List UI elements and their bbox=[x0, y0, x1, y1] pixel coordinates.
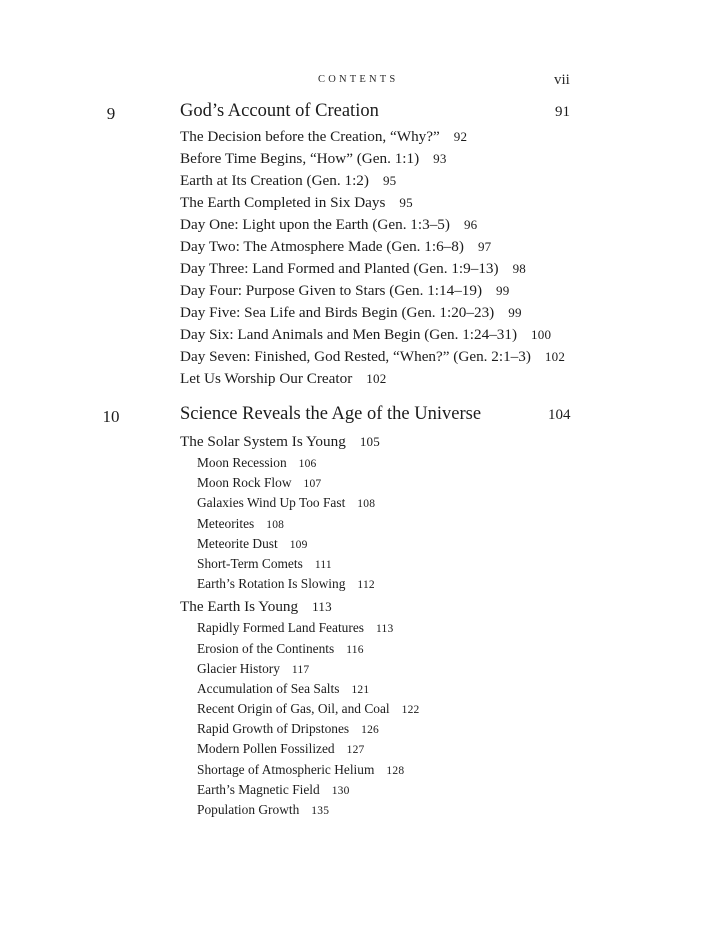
entry-page: 111 bbox=[314, 558, 332, 571]
entry-page: 100 bbox=[531, 327, 552, 342]
entry-page: 112 bbox=[357, 579, 375, 592]
entry-page: 113 bbox=[312, 599, 332, 615]
toc-subentry[interactable] bbox=[0, 554, 721, 574]
entry-title: Day Three: Land Formed and Planted (Gen. 1:9–13) bbox=[180, 260, 499, 277]
entry-title: Day Four: Purpose Given to Stars (Gen. 1:14–19) bbox=[180, 282, 483, 299]
entry-page: 117 bbox=[291, 663, 310, 676]
entry-page: 126 bbox=[361, 724, 379, 737]
entry-title: Earth at Its Creation (Gen. 1:2) bbox=[180, 172, 369, 189]
toc-subentry[interactable] bbox=[0, 760, 721, 780]
toc-subentry[interactable] bbox=[0, 618, 721, 638]
entry-page: 106 bbox=[298, 458, 317, 470]
toc-subentry[interactable] bbox=[0, 679, 721, 699]
entry-title: Erosion of the Continents bbox=[197, 640, 335, 656]
chapter-number: 9 bbox=[106, 104, 116, 123]
entry-page: 128 bbox=[386, 764, 405, 777]
toc-entry[interactable] bbox=[0, 258, 721, 280]
entry-title: Moon Recession bbox=[197, 455, 287, 470]
entry-title: Population Growth bbox=[197, 802, 300, 817]
chapter-heading[interactable] bbox=[0, 404, 721, 430]
entry-page: 109 bbox=[289, 538, 308, 551]
toc-subentry[interactable] bbox=[0, 493, 721, 513]
entry-page: 95 bbox=[399, 195, 413, 210]
toc-subentry[interactable] bbox=[0, 639, 721, 659]
toc-subentry[interactable] bbox=[0, 514, 721, 534]
entry-title: Earth’s Rotation Is Slowing bbox=[197, 576, 346, 592]
chapter-page-number: 91 bbox=[555, 104, 570, 120]
entry-page: 121 bbox=[351, 683, 370, 696]
chapter-title: God’s Account of Creation bbox=[180, 101, 379, 121]
entry-page: 92 bbox=[453, 129, 468, 144]
toc-subentry[interactable] bbox=[0, 659, 721, 679]
toc-entry[interactable] bbox=[0, 126, 721, 148]
toc-entry[interactable] bbox=[0, 324, 721, 346]
toc-entry[interactable] bbox=[0, 368, 721, 390]
entry-title: Day One: Light upon the Earth (Gen. 1:3–5) bbox=[180, 216, 450, 233]
entry-title: Recent Origin of Gas, Oil, and Coal bbox=[197, 701, 390, 717]
entry-title: Meteorite Dust bbox=[197, 535, 278, 551]
toc-section[interactable] bbox=[0, 429, 721, 453]
chapter-title: Science Reveals the Age of the Universe bbox=[180, 404, 482, 424]
chapter-entries bbox=[0, 126, 721, 390]
toc-section[interactable] bbox=[0, 594, 721, 618]
toc-subentry[interactable] bbox=[0, 699, 721, 719]
entry-page: 108 bbox=[266, 518, 285, 531]
chapter-entries bbox=[0, 429, 721, 820]
entry-title: The Earth Completed in Six Days bbox=[180, 194, 386, 211]
entry-title: Rapidly Formed Land Features bbox=[197, 620, 364, 636]
entry-page: 116 bbox=[346, 643, 364, 656]
entry-page: 99 bbox=[508, 305, 522, 320]
running-head bbox=[0, 74, 721, 92]
toc-subentry[interactable] bbox=[0, 453, 721, 473]
toc-entry[interactable] bbox=[0, 302, 721, 324]
entry-page: 99 bbox=[496, 283, 510, 298]
entry-title: Earth’s Magnetic Field bbox=[197, 781, 320, 797]
chapter-page-number: 104 bbox=[548, 407, 571, 423]
toc-subentry[interactable] bbox=[0, 719, 721, 739]
entry-title: Meteorites bbox=[197, 515, 255, 531]
entry-page: 102 bbox=[366, 371, 387, 386]
toc-entry[interactable] bbox=[0, 280, 721, 302]
entry-page: 98 bbox=[512, 261, 527, 276]
entry-title: Day Two: The Atmosphere Made (Gen. 1:6–8) bbox=[180, 238, 464, 255]
entry-title: Day Seven: Finished, God Rested, “When?” (Gen. 2:1–3) bbox=[180, 348, 531, 365]
entry-page: 107 bbox=[303, 478, 322, 491]
entry-title: Before Time Begins, “How” (Gen. 1:1) bbox=[180, 150, 420, 167]
entry-page: 96 bbox=[463, 217, 478, 232]
entry-title: Let Us Worship Our Creator bbox=[180, 370, 353, 387]
chapter-number: 10 bbox=[102, 407, 120, 426]
entry-page: 93 bbox=[433, 151, 447, 166]
running-title: CONTENTS bbox=[318, 74, 399, 85]
toc-subentry[interactable] bbox=[0, 473, 721, 493]
entry-page: 95 bbox=[382, 173, 397, 188]
toc-subentry[interactable] bbox=[0, 574, 721, 594]
entry-page: 130 bbox=[331, 784, 350, 797]
toc-subentry[interactable] bbox=[0, 780, 721, 800]
entry-title: The Decision before the Creation, “Why?” bbox=[180, 128, 440, 145]
toc-subentry[interactable] bbox=[0, 534, 721, 554]
entry-title: Shortage of Atmospheric Helium bbox=[197, 761, 375, 777]
page-folio: vii bbox=[554, 72, 570, 88]
toc-entry[interactable] bbox=[0, 346, 721, 368]
entry-title: Rapid Growth of Dripstones bbox=[197, 721, 350, 737]
entry-title: The Earth Is Young bbox=[180, 598, 299, 616]
toc-subentry[interactable] bbox=[0, 800, 721, 820]
entry-title: Moon Rock Flow bbox=[197, 475, 292, 491]
entry-title: The Solar System Is Young bbox=[180, 433, 346, 450]
toc-entry[interactable] bbox=[0, 192, 721, 214]
entry-title: Accumulation of Sea Salts bbox=[197, 680, 340, 696]
entry-page: 127 bbox=[346, 744, 365, 757]
entry-page: 108 bbox=[357, 498, 376, 511]
entry-title: Galaxies Wind Up Too Fast bbox=[197, 495, 346, 511]
entry-page: 105 bbox=[359, 434, 381, 449]
entry-title: Day Six: Land Animals and Men Begin (Gen. 1:24–31) bbox=[180, 326, 518, 343]
entry-page: 113 bbox=[375, 623, 394, 636]
entry-page: 122 bbox=[401, 704, 420, 717]
entry-page: 135 bbox=[311, 805, 330, 817]
entry-title: Modern Pollen Fossilized bbox=[197, 741, 335, 757]
toc-entry[interactable] bbox=[0, 170, 721, 192]
toc-entry[interactable] bbox=[0, 236, 721, 258]
entry-title: Glacier History bbox=[197, 660, 280, 676]
entry-page: 102 bbox=[544, 349, 566, 364]
toc-entry[interactable] bbox=[0, 214, 721, 236]
chapter-heading[interactable] bbox=[0, 101, 721, 127]
toc-subentry[interactable] bbox=[0, 739, 721, 759]
entry-title: Day Five: Sea Life and Birds Begin (Gen. 1:20–23) bbox=[180, 304, 495, 321]
entry-title: Short-Term Comets bbox=[197, 555, 303, 571]
entry-page: 97 bbox=[477, 239, 492, 254]
toc-entry[interactable] bbox=[0, 148, 721, 170]
